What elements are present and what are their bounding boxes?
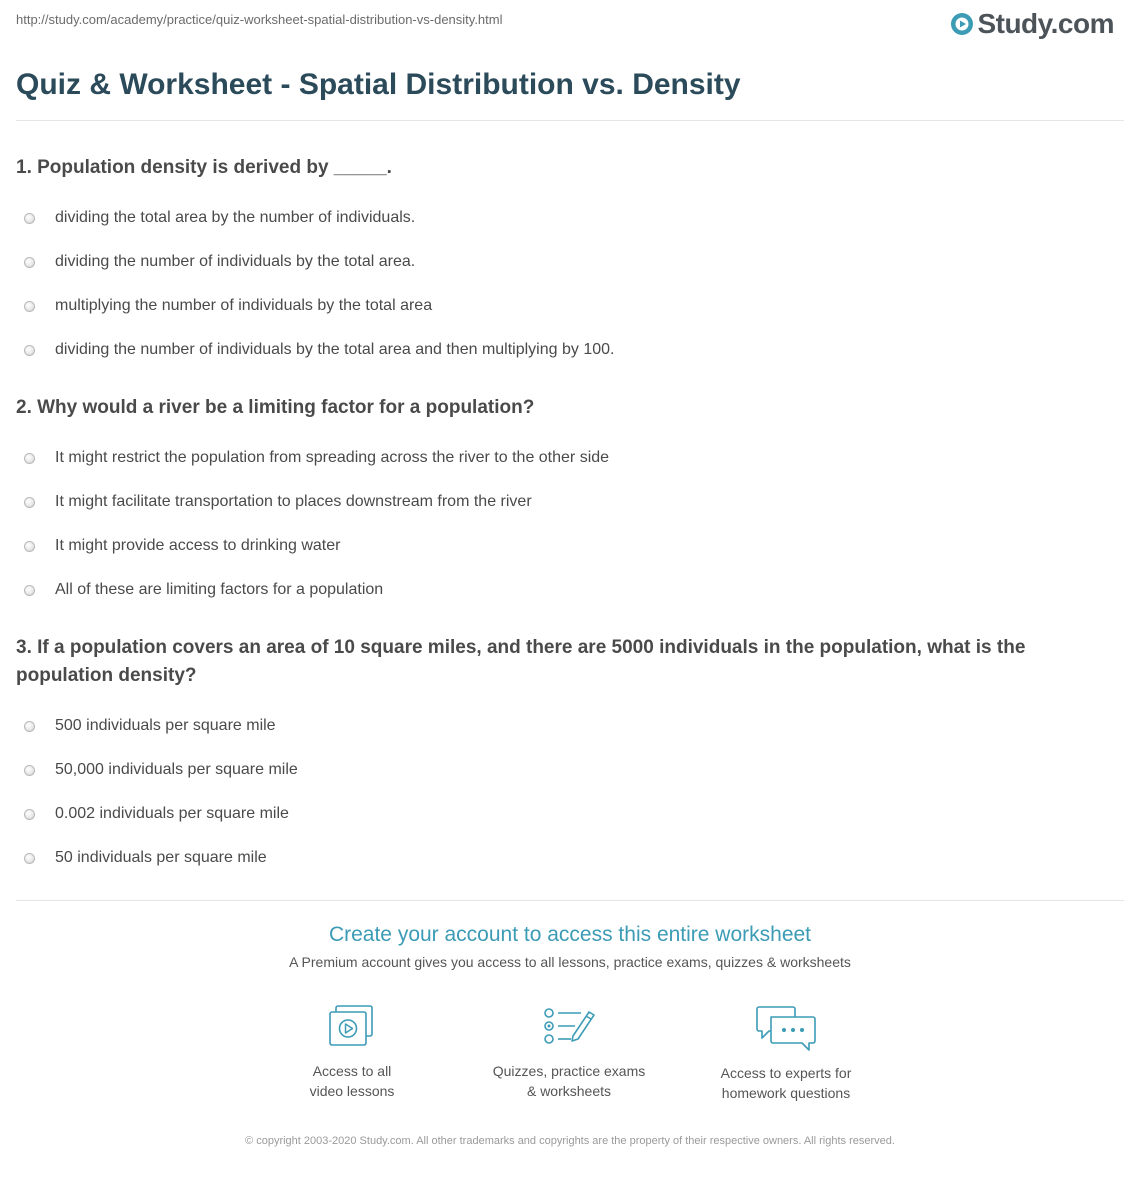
answer-label: It might provide access to drinking water [55, 537, 341, 554]
radio-button[interactable] [24, 809, 35, 820]
answer-option[interactable] [16, 328, 1124, 372]
answer-options [16, 704, 1124, 880]
question-text: 3. If a population covers an area of 10 square miles, and there are 5000 individuals in the population, what is the population density? [16, 637, 1026, 686]
question-1 [16, 154, 1124, 372]
feature-label: Access to all [312, 1063, 392, 1079]
copyright-text: © copyright 2003-2020 Study.com. All other trademarks and copyrights are the property of their respective owners. All rights reserved. [245, 1135, 895, 1147]
question-3 [16, 634, 1124, 880]
radio-button[interactable] [24, 213, 35, 224]
radio-button[interactable] [24, 853, 35, 864]
study-logo[interactable] [950, 8, 1114, 40]
feature-quizzes [469, 1003, 669, 1101]
feature-label: & worksheets [526, 1083, 612, 1099]
answer-option[interactable] [16, 436, 1124, 480]
answer-option[interactable] [16, 748, 1124, 792]
answer-label: It might restrict the population from spreading across the river to the other side [55, 449, 610, 466]
logo-text: Study.com [977, 8, 1114, 39]
feature-label: Quizzes, practice exams [492, 1063, 646, 1079]
feature-label: homework questions [721, 1085, 851, 1101]
answer-label: 50,000 individuals per square mile [55, 761, 298, 778]
answer-label: dividing the number of individuals by the total area and then multiplying by 100. [55, 341, 615, 358]
radio-button[interactable] [24, 721, 35, 732]
feature-video-lessons [252, 1003, 452, 1101]
answer-option[interactable] [16, 836, 1124, 880]
answer-option[interactable] [16, 704, 1124, 748]
radio-button[interactable] [24, 257, 35, 268]
page-title: Quiz & Worksheet - Spatial Distribution vs. Density [16, 68, 741, 101]
video-lessons-icon [324, 1003, 380, 1053]
question-text: 2. Why would a river be a limiting factor for a population? [16, 397, 535, 418]
radio-button[interactable] [24, 497, 35, 508]
answer-label: It might facilitate transportation to places downstream from the river [55, 493, 532, 510]
answer-option[interactable] [16, 284, 1124, 328]
answer-label: multiplying the number of individuals by the total area [55, 297, 433, 314]
divider [16, 900, 1124, 901]
radio-button[interactable] [24, 765, 35, 776]
chat-bubbles-icon [753, 1003, 819, 1055]
create-account-link[interactable]: Create your account to access this entire worksheet [328, 923, 812, 946]
answer-option[interactable] [16, 480, 1124, 524]
answer-label: 0.002 individuals per square mile [55, 805, 289, 822]
radio-button[interactable] [24, 345, 35, 356]
radio-button[interactable] [24, 301, 35, 312]
cta-subtitle: A Premium account gives you access to all lessons, practice exams, quizzes & worksheets [289, 954, 851, 970]
answer-label: All of these are limiting factors for a population [55, 581, 384, 598]
answer-label: 50 individuals per square mile [55, 849, 267, 866]
radio-button[interactable] [24, 453, 35, 464]
radio-button[interactable] [24, 541, 35, 552]
answer-options [16, 196, 1124, 372]
answer-option[interactable] [16, 196, 1124, 240]
divider [16, 120, 1124, 121]
answer-label: dividing the total area by the number of individuals. [55, 209, 416, 226]
quiz-checklist-icon [539, 1003, 599, 1053]
play-circle-icon [950, 12, 974, 36]
question-2 [16, 394, 1124, 612]
feature-experts [686, 1003, 886, 1103]
answer-option[interactable] [16, 568, 1124, 612]
answer-option[interactable] [16, 240, 1124, 284]
feature-label: video lessons [309, 1083, 395, 1099]
feature-label: Access to experts for [720, 1065, 852, 1081]
question-text: 1. Population density is derived by _____. [16, 157, 392, 178]
page-url: http://study.com/academy/practice/quiz-worksheet-spatial-distribution-vs-density.html [16, 12, 503, 27]
answer-label: dividing the number of individuals by the total area. [55, 253, 416, 270]
answer-option[interactable] [16, 792, 1124, 836]
answer-label: 500 individuals per square mile [55, 717, 276, 734]
answer-options [16, 436, 1124, 612]
radio-button[interactable] [24, 585, 35, 596]
answer-option[interactable] [16, 524, 1124, 568]
